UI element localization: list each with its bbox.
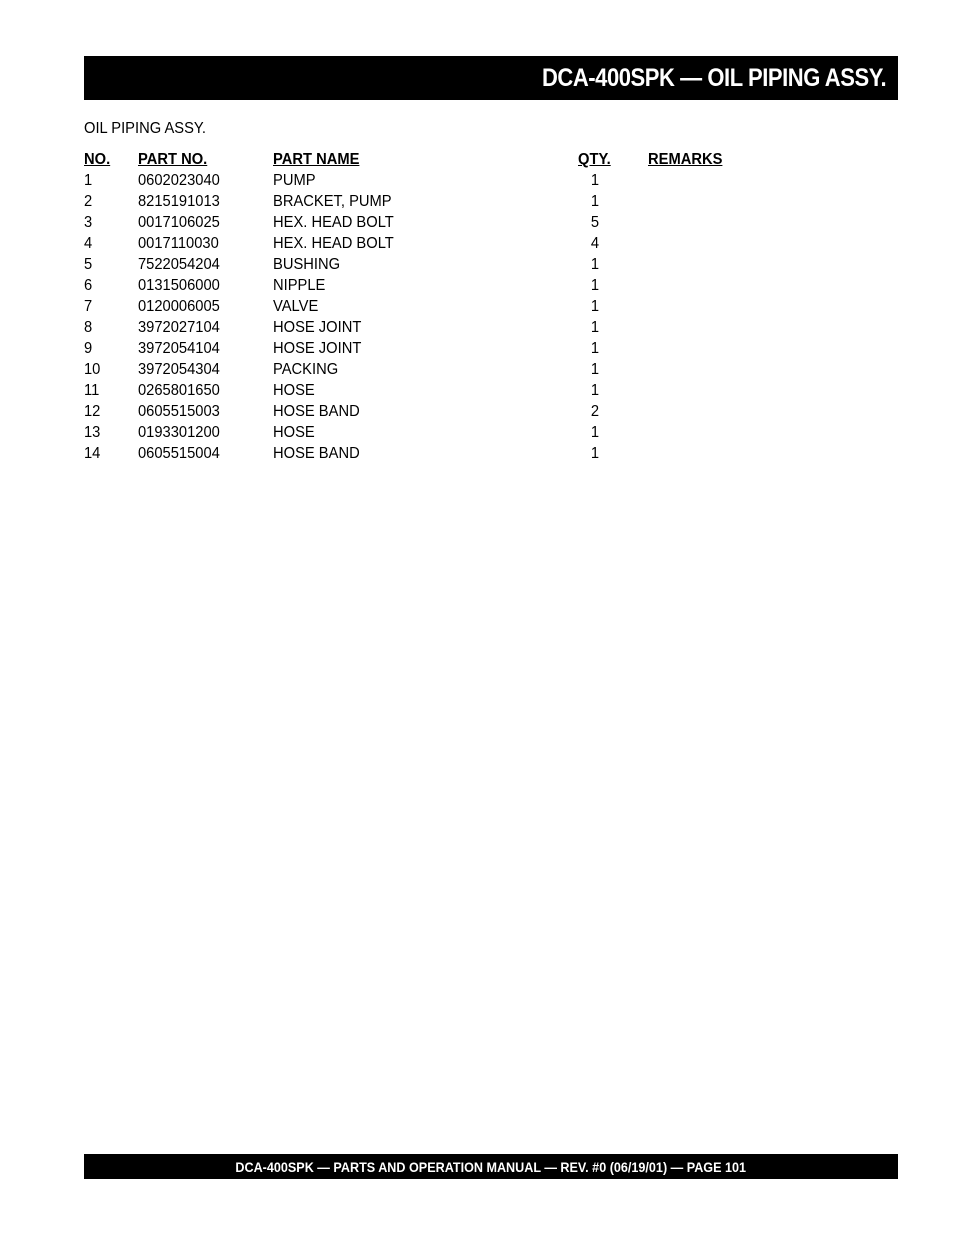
part-name: VALVE xyxy=(273,298,319,315)
quantity: 1 xyxy=(590,424,600,441)
part-name: BUSHING xyxy=(273,256,341,273)
part-number: 0602023040 xyxy=(138,172,220,189)
table-row xyxy=(84,443,784,464)
quantity: 1 xyxy=(590,361,600,378)
part-name: HOSE xyxy=(273,382,315,399)
row-number: 8 xyxy=(84,319,93,336)
row-number: 14 xyxy=(84,445,101,462)
quantity: 1 xyxy=(590,319,600,336)
part-name: HOSE BAND xyxy=(273,445,360,462)
row-number: 10 xyxy=(84,361,101,378)
row-number: 13 xyxy=(84,424,101,441)
quantity: 1 xyxy=(590,172,600,189)
footer-bar xyxy=(84,1154,898,1179)
column-header-qty: QTY. xyxy=(578,151,611,168)
table-row xyxy=(84,380,784,401)
row-number: 7 xyxy=(84,298,93,315)
table-body xyxy=(84,170,784,464)
quantity: 1 xyxy=(590,445,600,462)
quantity: 4 xyxy=(590,235,600,252)
part-number: 0193301200 xyxy=(138,424,220,441)
row-number: 4 xyxy=(84,235,93,252)
quantity: 2 xyxy=(590,403,600,420)
quantity: 1 xyxy=(590,382,600,399)
part-name: HEX. HEAD BOLT xyxy=(273,214,394,231)
row-number: 2 xyxy=(84,193,93,210)
part-name: BRACKET, PUMP xyxy=(273,193,392,210)
table-row xyxy=(84,317,784,338)
footer-text: DCA-400SPK — PARTS AND OPERATION MANUAL — REV. #0 (06/19/01) — PAGE 101 xyxy=(235,1158,747,1175)
part-number: 8215191013 xyxy=(138,193,220,210)
row-number: 12 xyxy=(84,403,101,420)
part-number: 3972054104 xyxy=(138,340,220,357)
row-number: 11 xyxy=(84,382,100,399)
row-number: 1 xyxy=(84,172,93,189)
part-name: PUMP xyxy=(273,172,316,189)
part-number: 0265801650 xyxy=(138,382,220,399)
table-row xyxy=(84,254,784,275)
quantity: 1 xyxy=(590,340,600,357)
page-title-bar xyxy=(84,56,898,100)
section-label: OIL PIPING ASSY. xyxy=(84,120,206,137)
part-number: 0131506000 xyxy=(138,277,220,294)
column-header-part-no: PART NO. xyxy=(138,151,208,168)
part-name: HEX. HEAD BOLT xyxy=(273,235,394,252)
part-number: 3972054304 xyxy=(138,361,220,378)
quantity: 1 xyxy=(590,256,600,273)
part-name: PACKING xyxy=(273,361,339,378)
table-row xyxy=(84,275,784,296)
part-name: HOSE JOINT xyxy=(273,340,362,357)
table-row xyxy=(84,212,784,233)
part-number: 0120006005 xyxy=(138,298,220,315)
part-number: 0605515004 xyxy=(138,445,220,462)
quantity: 1 xyxy=(590,277,600,294)
table-row xyxy=(84,422,784,443)
table-row xyxy=(84,233,784,254)
row-number: 3 xyxy=(84,214,93,231)
quantity: 1 xyxy=(590,298,600,315)
parts-table xyxy=(84,149,784,464)
row-number: 6 xyxy=(84,277,93,294)
part-name: HOSE xyxy=(273,424,315,441)
quantity: 1 xyxy=(590,193,600,210)
table-row xyxy=(84,401,784,422)
table-row xyxy=(84,191,784,212)
table-header-row xyxy=(84,149,784,170)
page-title: DCA-400SPK — OIL PIPING ASSY. xyxy=(541,63,886,92)
row-number: 5 xyxy=(84,256,93,273)
part-name: HOSE JOINT xyxy=(273,319,362,336)
part-number: 3972027104 xyxy=(138,319,220,336)
table-row xyxy=(84,296,784,317)
part-number: 0017106025 xyxy=(138,214,220,231)
quantity: 5 xyxy=(590,214,600,231)
part-number: 7522054204 xyxy=(138,256,220,273)
table-row xyxy=(84,170,784,191)
column-header-no: NO. xyxy=(84,151,111,168)
part-number: 0605515003 xyxy=(138,403,220,420)
table-row xyxy=(84,338,784,359)
table-row xyxy=(84,359,784,380)
part-name: NIPPLE xyxy=(273,277,326,294)
part-number: 0017110030 xyxy=(138,235,219,252)
column-header-part-name: PART NAME xyxy=(273,151,360,168)
row-number: 9 xyxy=(84,340,93,357)
part-name: HOSE BAND xyxy=(273,403,360,420)
column-header-remarks: REMARKS xyxy=(648,151,723,168)
